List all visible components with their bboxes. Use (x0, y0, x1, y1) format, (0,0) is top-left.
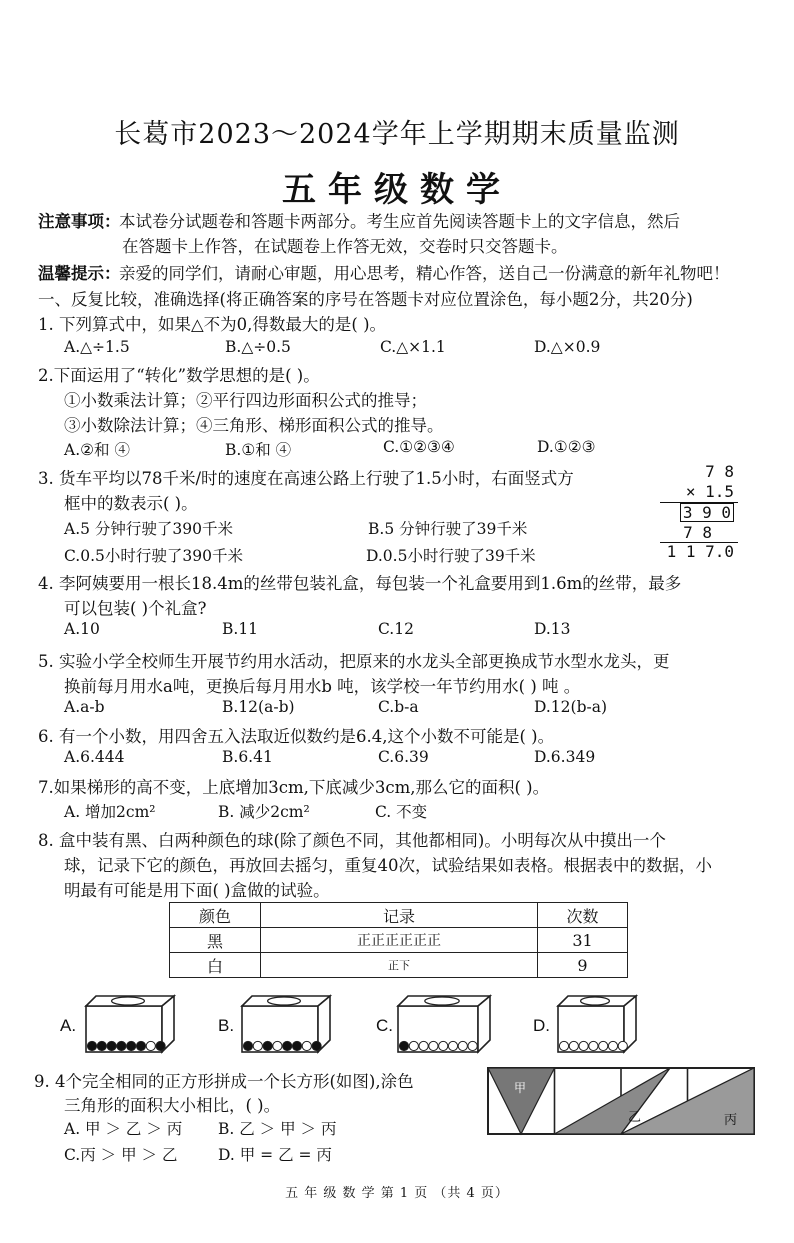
notice-line1: 本试卷分试题卷和答题卡两部分。考生应首先阅读答题卡上的文字信息，然后 (119, 212, 680, 231)
q3-stem2: 框中的数表示( )。 (64, 494, 198, 513)
q6-option-d: D.6.349 (534, 748, 596, 766)
white-ball (302, 1041, 311, 1050)
q4-stem2: 可以包装( )个礼盒? (64, 599, 207, 618)
white-ball (559, 1041, 568, 1050)
exam-title: 长葛市2023～2024学年上学期期末质量监测 (114, 119, 680, 150)
exam-subtitle: 五年级数学 (282, 170, 512, 210)
q2-option-b: B.①和 ④ (225, 441, 292, 459)
q4-stem: 4. 李阿姨要用一根长18.4m的丝带包装礼盒，每包装一个礼盒要用到1.6m的丝带，最多 (38, 574, 682, 593)
white-ball (273, 1041, 282, 1050)
black-ball (156, 1041, 165, 1050)
q8-stem: 8. 盒中装有黑、白两种颜色的球(除了颜色不同，其他都相同)。小明每次从中摸出一个 (38, 831, 666, 850)
white-ball (608, 1041, 617, 1050)
q3-option-b: B.5 分钟行驶了39千米 (368, 520, 528, 538)
q7-option-b: B. 减少2cm² (218, 803, 310, 821)
q8-box-b-image (240, 994, 332, 1056)
black-ball (283, 1041, 292, 1050)
calc-result: 1 1 7.0 (666, 542, 734, 561)
white-ball (458, 1041, 467, 1050)
black-ball (399, 1041, 408, 1050)
q9-option-c: C.丙 ＞ 甲 ＞ 乙 (64, 1146, 178, 1164)
black-ball (136, 1041, 145, 1050)
q8-box-a-image (84, 994, 176, 1056)
q1-stem: 1. 下列算式中，如果△不为0,得数最大的是( )。 (38, 315, 387, 334)
black-ball (117, 1041, 126, 1050)
q9-option-a: A. 甲 ＞ 乙 ＞ 丙 (64, 1120, 183, 1138)
q8-stem3: 明最有可能是用下面( )盒做的试验。 (64, 881, 330, 900)
calc-row1: 7 8 (705, 462, 734, 481)
q9-option-d: D. 甲 = 乙 = 丙 (218, 1146, 332, 1164)
white-ball (253, 1041, 262, 1050)
q8-record-table (169, 902, 628, 978)
q5-option-a: A.a-b (64, 698, 105, 716)
black-ball (107, 1041, 116, 1050)
white-ball (468, 1041, 477, 1050)
q7-option-a: A. 增加2cm² (64, 803, 156, 821)
q7-option-c: C. 不变 (375, 803, 428, 821)
box-outline (112, 997, 145, 1005)
q9-stem2: 三角形的面积大小相比，( )。 (64, 1096, 281, 1115)
black-ball (292, 1041, 301, 1050)
white-ball (579, 1041, 588, 1050)
table-cell: 9 (538, 953, 628, 978)
q4-option-b: B.11 (222, 620, 259, 638)
white-ball (439, 1041, 448, 1050)
q2-option-d: D.①②③ (537, 438, 596, 456)
table-cell: 正下 (261, 953, 538, 978)
q2-line1: ①小数乘法计算；②平行四边形面积公式的推导； (64, 391, 427, 410)
page-footer: 五 年 级 数 学 第 1 页 （共 4 页） (285, 1186, 509, 1201)
white-ball (429, 1041, 438, 1050)
white-ball (589, 1041, 598, 1050)
q9-rectangle-figure (486, 1066, 758, 1138)
q7-stem: 7.如果梯形的高不变，上底增加3cm,下底减少3cm,那么它的面积( )。 (38, 778, 550, 797)
q8-option-d: D. (533, 1016, 550, 1035)
label-bing: 丙 (724, 1113, 738, 1128)
white-ball (409, 1041, 418, 1050)
black-ball (127, 1041, 136, 1050)
box-outline (478, 996, 490, 1052)
table-cell: 31 (538, 928, 628, 953)
q8-option-b: B. (218, 1016, 235, 1035)
q5-option-b: B.12(a-b) (222, 698, 295, 716)
tip-text: 亲爱的同学们，请耐心审题，用心思考，精心作答，送自己一份满意的新年礼物吧！ (119, 264, 730, 283)
q5-stem2: 换前每月用水a吨，更换后每月用水b 吨，该学校一年节约用水( ) 吨 。 (64, 677, 581, 696)
q8-option-c: C. (376, 1016, 393, 1035)
table-header-color: 颜色 (170, 903, 261, 928)
tip-label: 温馨提示： (38, 264, 121, 283)
q6-option-c: C.6.39 (378, 748, 429, 766)
black-ball (263, 1041, 272, 1050)
box-outline (581, 997, 610, 1005)
white-ball (618, 1041, 627, 1050)
q8-option-a: A. (60, 1016, 77, 1035)
white-ball (419, 1041, 428, 1050)
box-outline (425, 997, 459, 1005)
calc-row4: 7 8 (683, 523, 712, 542)
table-cell: 黑 (170, 928, 261, 953)
table-row (170, 903, 628, 928)
table-cell: 正正正正正正 (261, 928, 538, 953)
q3-vertical-calculation (650, 462, 740, 562)
q2-option-c: C.①②③④ (383, 438, 455, 456)
q3-option-d: D.0.5小时行驶了39千米 (366, 547, 536, 565)
q2-option-a: A.②和 ④ (64, 441, 130, 459)
table-header-record: 记录 (261, 903, 538, 928)
q6-option-a: A.6.444 (64, 748, 125, 766)
q3-option-a: A.5 分钟行驶了390千米 (64, 520, 233, 538)
q1-option-c: C.△×1.1 (380, 338, 446, 356)
q5-stem: 5. 实验小学全校师生开展节约用水活动，把原来的水龙头全部更换成节水型水龙头，更 (38, 652, 670, 671)
table-row (170, 953, 628, 978)
q3-option-c: C.0.5小时行驶了390千米 (64, 547, 243, 565)
box-outline (268, 997, 301, 1005)
q4-option-d: D.13 (534, 620, 571, 638)
q1-option-a: A.△÷1.5 (64, 338, 130, 356)
white-ball (146, 1041, 155, 1050)
q8-box-c-image (396, 994, 492, 1056)
q1-option-d: D.△×0.9 (534, 338, 601, 356)
q3-stem: 3. 货车平均以78千米/时的速度在高速公路上行驶了1.5小时，右面竖式方 (38, 469, 574, 488)
table-row (170, 928, 628, 953)
black-ball (97, 1041, 106, 1050)
table-header-count: 次数 (538, 903, 628, 928)
q9-option-b: B. 乙 ＞ 甲 ＞ 丙 (218, 1120, 337, 1138)
white-ball (569, 1041, 578, 1050)
label-jia: 甲 (514, 1081, 527, 1095)
q6-option-b: B.6.41 (222, 748, 273, 766)
table-cell: 白 (170, 953, 261, 978)
q8-stem2: 球，记录下它的颜色，再放回去摇匀，重复40次，试验结果如表格。根据表中的数据，小 (64, 856, 712, 875)
q9-stem: 9. 4个完全相同的正方形拼成一个长方形(如图),涂色 (34, 1072, 414, 1091)
q5-option-d: D.12(b-a) (534, 698, 608, 716)
q8-box-d-image (556, 994, 638, 1056)
q4-option-c: C.12 (378, 620, 414, 638)
black-ball (243, 1041, 252, 1050)
q5-option-c: C.b-a (378, 698, 419, 716)
section-heading: 一、反复比较，准确选择(将正确答案的序号在答题卡对应位置涂色，每小题2分，共20分) (38, 290, 693, 309)
black-ball (87, 1041, 96, 1050)
calc-boxed-product: 3 9 0 (680, 503, 734, 522)
q2-stem: 2.下面运用了“转化”数学思想的是( )。 (38, 366, 320, 385)
black-ball (312, 1041, 321, 1050)
white-ball (599, 1041, 608, 1050)
notice-label: 注意事项： (38, 212, 121, 231)
q1-option-b: B.△÷0.5 (225, 338, 291, 356)
q2-line2: ③小数除法计算；④三角形、梯形面积公式的推导。 (64, 416, 444, 435)
white-ball (448, 1041, 457, 1050)
calc-row2: × 1.5 (685, 482, 734, 501)
label-yi: 乙 (628, 1110, 642, 1125)
q4-option-a: A.10 (64, 620, 100, 638)
notice-line2: 在答题卡上作答，在试题卷上作答无效，交卷时只交答题卡。 (122, 237, 568, 256)
q6-stem: 6. 有一个小数，用四舍五入法取近似数约是6.4,这个小数不可能是( )。 (38, 727, 555, 746)
